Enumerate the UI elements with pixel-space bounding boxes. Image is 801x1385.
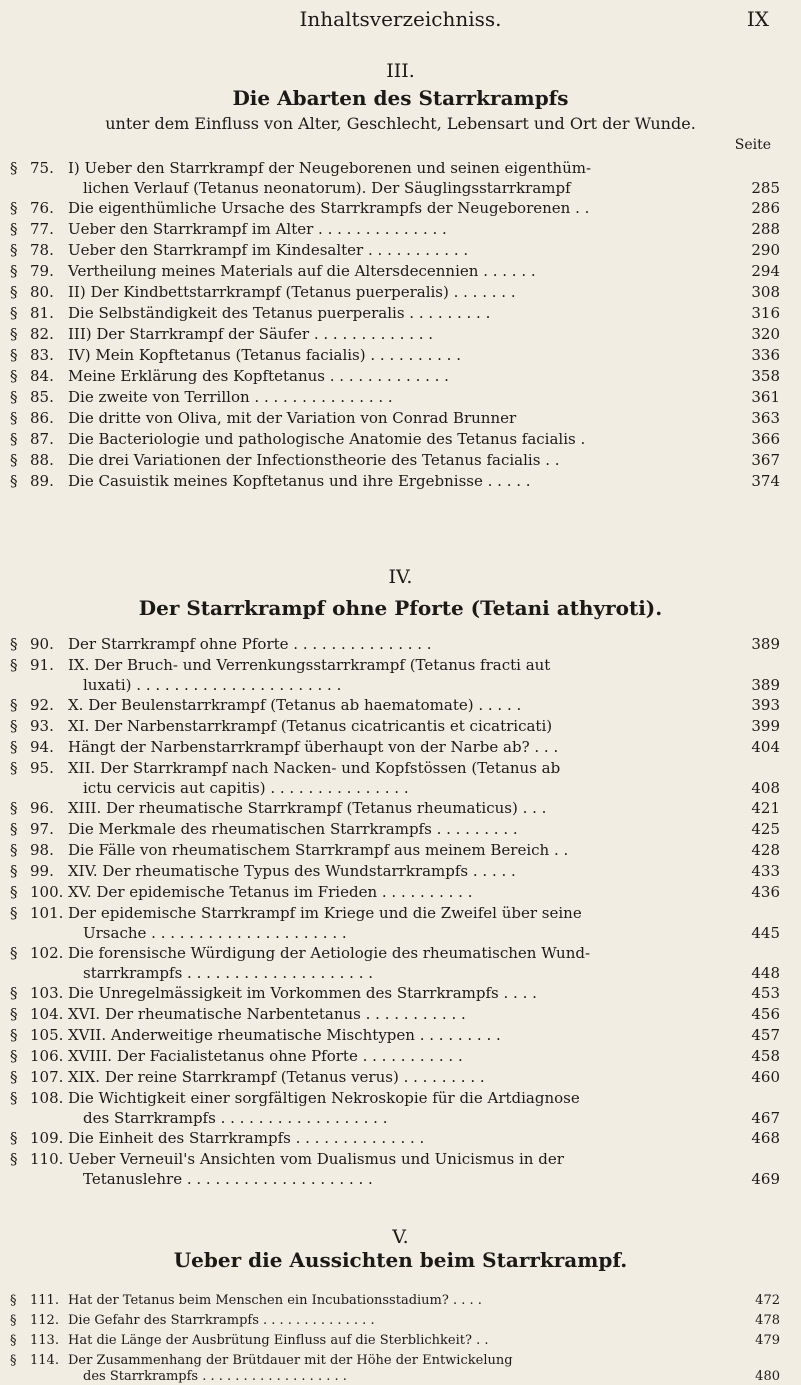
paragraph-sign: § [10, 883, 18, 901]
entry-number: 84. [30, 367, 54, 385]
entry-text: XIII. Der rheumatische Starrkrampf (Tetanus rheumaticus) . . . [68, 799, 547, 817]
entry-page: 479 [755, 1333, 780, 1348]
section-subtitle: unter dem Einfluss von Alter, Geschlecht, Lebensart und Ort der Wunde. [105, 114, 696, 133]
entry-number: 96. [30, 799, 54, 817]
entry-text: IV) Mein Kopftetanus (Tetanus facialis) . . . . . . . . . . [68, 346, 461, 364]
entry-text-continued: lichen Verlauf (Tetanus neonatorum). Der Säuglingsstarrkrampf [83, 179, 571, 197]
entry-text-continued: Tetanuslehre . . . . . . . . . . . . . . . . . . . . [83, 1170, 373, 1188]
paragraph-sign: § [10, 984, 18, 1002]
entry-page: 478 [755, 1313, 780, 1328]
entry-text: Die dritte von Oliva, mit der Variation von Conrad Brunner [68, 409, 517, 427]
entry-text: IX. Der Bruch- und Verrenkungsstarrkrampf (Tetanus fracti aut [68, 656, 551, 674]
entry-page: 448 [751, 964, 780, 982]
entry-text: X. Der Beulenstarrkrampf (Tetanus ab haematomate) . . . . . [68, 696, 522, 714]
entry-text-continued: ictu cervicis aut capitis) . . . . . . . . . . . . . . . [83, 779, 409, 797]
entry-page: 285 [751, 179, 780, 197]
entry-number: 82. [30, 325, 54, 343]
entry-page: 468 [751, 1129, 780, 1147]
entry-page: 389 [751, 635, 780, 653]
section-title: Der Starrkrampf ohne Pforte (Tetani athyroti). [138, 596, 663, 620]
paragraph-sign: § [10, 409, 18, 427]
entry-text: XV. Der epidemische Tetanus im Frieden . . . . . . . . . . [68, 883, 473, 901]
entry-page: 460 [751, 1068, 780, 1086]
paragraph-sign: § [10, 325, 18, 343]
entry-text: Ueber den Starrkrampf im Kindesalter . . . . . . . . . . . [68, 241, 469, 259]
entry-text: Die Selbständigkeit des Tetanus puerperalis . . . . . . . . . [68, 304, 491, 322]
entry-number: 85. [30, 388, 54, 406]
entry-text: Die drei Variationen der Infectionstheorie des Tetanus facialis . . [68, 451, 560, 469]
entry-number: 95. [30, 759, 54, 777]
paragraph-sign: § [10, 1005, 18, 1023]
entry-page: 389 [751, 676, 780, 694]
entry-page: 458 [751, 1047, 780, 1065]
entry-page: 421 [751, 799, 780, 817]
paragraph-sign: § [10, 1026, 18, 1044]
entry-text: XII. Der Starrkrampf nach Nacken- und Kopfstössen (Tetanus ab [68, 759, 561, 777]
paragraph-sign: § [10, 696, 18, 714]
entry-text: XVIII. Der Facialistetanus ohne Pforte . . . . . . . . . . . [68, 1047, 463, 1065]
entry-text: Die Merkmale des rheumatischen Starrkrampfs . . . . . . . . . [68, 820, 518, 838]
entry-page: 467 [751, 1109, 780, 1127]
entry-page: 374 [751, 472, 780, 490]
paragraph-sign: § [10, 1129, 18, 1147]
entry-number: 106. [30, 1047, 64, 1065]
section-title: Ueber die Aussichten beim Starrkrampf. [173, 1248, 628, 1272]
paragraph-sign: § [10, 717, 18, 735]
entry-text: Die Gefahr des Starrkrampfs . . . . . . . . . . . . . . [68, 1313, 375, 1328]
paragraph-sign: § [10, 159, 18, 177]
entry-number: 110. [30, 1150, 64, 1168]
entry-text: Die Bacteriologie und pathologische Anatomie des Tetanus facialis . [68, 430, 586, 448]
entry-page: 457 [751, 1026, 780, 1044]
entry-number: 108. [30, 1089, 64, 1107]
entry-page: 404 [751, 738, 780, 756]
running-header [0, 7, 801, 35]
entry-page: 363 [751, 409, 780, 427]
section-number: IV. [388, 566, 413, 588]
entry-number: 78. [30, 241, 54, 259]
entry-text: Der epidemische Starrkrampf im Kriege und die Zweifel über seine [68, 904, 582, 922]
entry-number: 90. [30, 635, 54, 653]
entry-number: 102. [30, 944, 64, 962]
paragraph-sign: § [10, 1293, 17, 1308]
paragraph-sign: § [10, 1333, 17, 1348]
entry-page: 453 [751, 984, 780, 1002]
entry-text-continued: starrkrampfs . . . . . . . . . . . . . . . . . . . . [83, 964, 374, 982]
entry-number: 89. [30, 472, 54, 490]
entry-text: XIV. Der rheumatische Typus des Wundstarrkrampfs . . . . . [68, 862, 516, 880]
paragraph-sign: § [10, 1089, 18, 1107]
paragraph-sign: § [10, 346, 18, 364]
entry-page: 286 [751, 199, 780, 217]
entry-number: 113. [30, 1333, 59, 1348]
entry-page: 288 [751, 220, 780, 238]
paragraph-sign: § [10, 367, 18, 385]
seite-label: Seite [734, 137, 771, 153]
entry-text: Ueber den Starrkrampf im Alter . . . . . . . . . . . . . . [68, 220, 447, 238]
entry-text: Die Unregelmässigkeit im Vorkommen des Starrkrampfs . . . . [68, 984, 537, 1002]
paragraph-sign: § [10, 241, 18, 259]
entry-text: Der Zusammenhang der Brütdauer mit der Höhe der Entwickelung [68, 1353, 513, 1368]
entry-number: 98. [30, 841, 54, 859]
entry-page: 428 [751, 841, 780, 859]
entry-text: Die eigenthümliche Ursache des Starrkrampfs der Neugeborenen . . [68, 199, 590, 217]
entry-number: 105. [30, 1026, 64, 1044]
entry-number: 76. [30, 199, 54, 217]
entry-page: 358 [751, 367, 780, 385]
paragraph-sign: § [10, 220, 18, 238]
entry-number: 93. [30, 717, 54, 735]
paragraph-sign: § [10, 841, 18, 859]
paragraph-sign: § [10, 1047, 18, 1065]
entry-text: Die Einheit des Starrkrampfs . . . . . . . . . . . . . . [68, 1129, 425, 1147]
entry-number: 104. [30, 1005, 64, 1023]
page-number: IX [746, 7, 769, 31]
paragraph-sign: § [10, 904, 18, 922]
entry-number: 86. [30, 409, 54, 427]
entry-text: Hängt der Narbenstarrkrampf überhaupt von der Narbe ab? . . . [68, 738, 559, 756]
entry-text: Hat der Tetanus beim Menschen ein Incubationsstadium? . . . . [68, 1293, 482, 1308]
paragraph-sign: § [10, 656, 18, 674]
entry-number: 94. [30, 738, 54, 756]
paragraph-sign: § [10, 799, 18, 817]
entry-text: Vertheilung meines Materials auf die Altersdecennien . . . . . . [68, 262, 536, 280]
entry-text: XVI. Der rheumatische Narbentetanus . . . . . . . . . . . [68, 1005, 466, 1023]
paragraph-sign: § [10, 1353, 17, 1368]
entry-text: Ueber Verneuil's Ansichten vom Dualismus und Unicismus in der [68, 1150, 564, 1168]
paragraph-sign: § [10, 388, 18, 406]
entry-text: Der Starrkrampf ohne Pforte . . . . . . . . . . . . . . . [68, 635, 432, 653]
entry-number: 97. [30, 820, 54, 838]
entry-number: 114. [30, 1353, 59, 1368]
entry-number: 75. [30, 159, 54, 177]
entry-page: 367 [751, 451, 780, 469]
entry-page: 294 [751, 262, 780, 280]
section-number: III. [386, 60, 415, 82]
entry-number: 92. [30, 696, 54, 714]
paragraph-sign: § [10, 1150, 18, 1168]
entry-text: XIX. Der reine Starrkrampf (Tetanus verus) . . . . . . . . . [68, 1068, 485, 1086]
paragraph-sign: § [10, 1313, 17, 1328]
entry-number: 99. [30, 862, 54, 880]
entry-page: 425 [751, 820, 780, 838]
paragraph-sign: § [10, 944, 18, 962]
entry-page: 445 [751, 924, 780, 942]
entry-number: 103. [30, 984, 64, 1002]
paragraph-sign: § [10, 451, 18, 469]
paragraph-sign: § [10, 199, 18, 217]
paragraph-sign: § [10, 1068, 18, 1086]
paragraph-sign: § [10, 430, 18, 448]
entry-number: 81. [30, 304, 54, 322]
entry-text-continued: des Starrkrampfs . . . . . . . . . . . . . . . . . . [83, 1369, 347, 1384]
entry-text-continued: Ursache . . . . . . . . . . . . . . . . . . . . . [83, 924, 347, 942]
entry-number: 100. [30, 883, 64, 901]
entry-text: II) Der Kindbettstarrkrampf (Tetanus puerperalis) . . . . . . . [68, 283, 516, 301]
entry-text: III) Der Starrkrampf der Säufer . . . . . . . . . . . . . [68, 325, 434, 343]
entry-text: Die zweite von Terrillon . . . . . . . . . . . . . . . [68, 388, 393, 406]
entry-page: 290 [751, 241, 780, 259]
entry-page: 316 [751, 304, 780, 322]
entry-number: 109. [30, 1129, 64, 1147]
paragraph-sign: § [10, 304, 18, 322]
entry-page: 436 [751, 883, 780, 901]
entry-text: Die Fälle von rheumatischem Starrkrampf aus meinem Bereich . . [68, 841, 569, 859]
paragraph-sign: § [10, 283, 18, 301]
entry-page: 472 [755, 1293, 780, 1308]
entry-number: 91. [30, 656, 54, 674]
entry-text: I) Ueber den Starrkrampf der Neugeborenen und seinen eigenthüm- [68, 159, 592, 177]
entry-number: 80. [30, 283, 54, 301]
paragraph-sign: § [10, 759, 18, 777]
section-number: V. [392, 1226, 409, 1248]
entry-page: 366 [751, 430, 780, 448]
entry-number: 79. [30, 262, 54, 280]
entry-page: 408 [751, 779, 780, 797]
entry-number: 77. [30, 220, 54, 238]
running-title: Inhaltsverzeichniss. [299, 7, 502, 31]
entry-text-continued: des Starrkrampfs . . . . . . . . . . . . . . . . . . [83, 1109, 388, 1127]
entry-number: 112. [30, 1313, 59, 1328]
entry-text: Hat die Länge der Ausbrütung Einfluss auf die Sterblichkeit? . . [68, 1333, 489, 1348]
entry-number: 83. [30, 346, 54, 364]
paragraph-sign: § [10, 820, 18, 838]
entry-number: 107. [30, 1068, 64, 1086]
entry-text: XI. Der Narbenstarrkrampf (Tetanus cicatricantis et cicatricati) [68, 717, 553, 735]
section-title: Die Abarten des Starrkrampfs [232, 86, 569, 110]
entry-page: 469 [751, 1170, 780, 1188]
entry-text: Meine Erklärung des Kopftetanus . . . . . . . . . . . . . [68, 367, 449, 385]
entry-text: XVII. Anderweitige rheumatische Mischtypen . . . . . . . . . [68, 1026, 501, 1044]
entry-number: 101. [30, 904, 64, 922]
entry-text: Die Casuistik meines Kopftetanus und ihre Ergebnisse . . . . . [68, 472, 531, 490]
paragraph-sign: § [10, 472, 18, 490]
paragraph-sign: § [10, 862, 18, 880]
entry-page: 320 [751, 325, 780, 343]
entry-page: 433 [751, 862, 780, 880]
entry-number: 87. [30, 430, 54, 448]
entry-text-continued: luxati) . . . . . . . . . . . . . . . . . . . . . . [83, 676, 342, 694]
paragraph-sign: § [10, 635, 18, 653]
entry-page: 456 [751, 1005, 780, 1023]
entry-page: 336 [751, 346, 780, 364]
entry-page: 480 [755, 1369, 780, 1384]
entry-page: 308 [751, 283, 780, 301]
entry-number: 88. [30, 451, 54, 469]
entry-text: Die Wichtigkeit einer sorgfältigen Nekroskopie für die Artdiagnose [68, 1089, 580, 1107]
paragraph-sign: § [10, 262, 18, 280]
entry-page: 361 [751, 388, 780, 406]
entry-number: 111. [30, 1293, 59, 1308]
entry-text: Die forensische Würdigung der Aetiologie des rheumatischen Wund- [68, 944, 591, 962]
paragraph-sign: § [10, 738, 18, 756]
entry-page: 399 [751, 717, 780, 735]
entry-page: 393 [751, 696, 780, 714]
